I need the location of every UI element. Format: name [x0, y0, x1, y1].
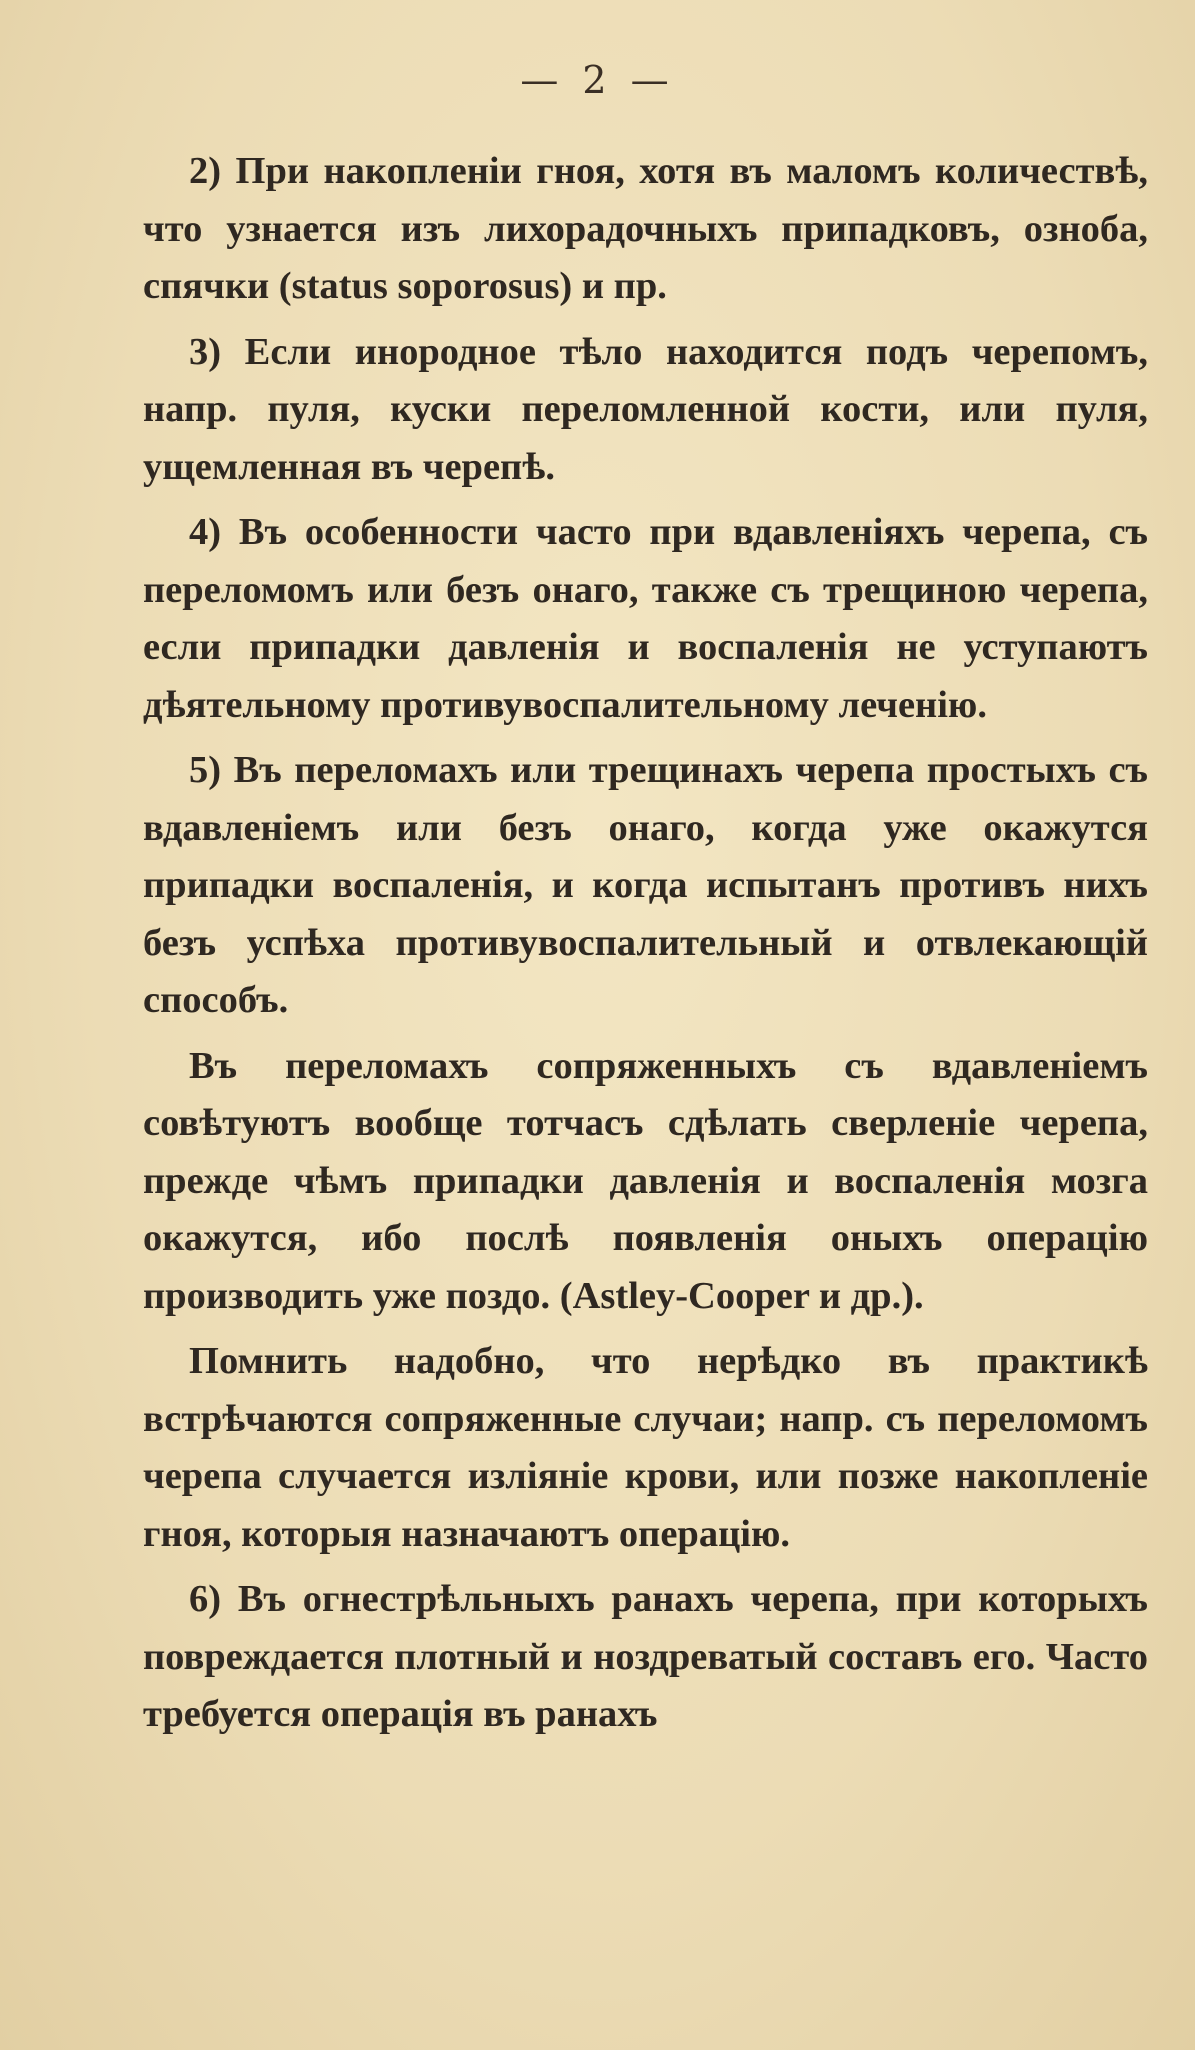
paragraph-5: 5) Въ переломахъ или трещинахъ черепа простыхъ съ вдавленіемъ или безъ онаго, когда уже окажутся припадки воспаленія, и когда испытанъ противъ нихъ безъ успѣха противувоспалительный и отвлекающій способъ. — [143, 749, 1148, 1021]
body-text — [143, 143, 1148, 1744]
paragraph-6: 6) Въ огнестрѣльныхъ ранахъ черепа, при которыхъ повреждается плотный и ноздреватый составъ его. Часто требуется операція въ ранахъ — [143, 1578, 1148, 1735]
paragraph-3: 3) Если инородное тѣло находится подъ черепомъ, напр. пуля, куски переломленной кости, или пуля, ущемленная въ черепѣ. — [143, 330, 1148, 488]
paragraph-combined-cases: Помнить надобно, что нерѣдко въ практикѣ встрѣчаются сопряженные случаи; напр. съ переломомъ черепа случается изліяніе крови, или позже накопленіе гноя, которыя назначаютъ операцію. — [143, 1340, 1148, 1555]
paragraph-4: 4) Въ особенности часто при вдавленіяхъ черепа, съ переломомъ или безъ онаго, также съ трещиною черепа, если припадки давленія и воспаленія не уступаютъ дѣятельному противувоспалительному леченію. — [143, 511, 1148, 726]
page-number: — 2 — — [520, 58, 675, 102]
paragraph-fractures-note: Въ переломахъ сопряженныхъ съ вдавленіемъ совѣтуютъ вообще тотчасъ сдѣлать сверленіе черепа, прежде чѣмъ припадки давленія и воспаленія мозга окажутся, ибо послѣ появленія оныхъ операцію производить уже поздо. (Astley-Cooper и др.). — [143, 1044, 1148, 1317]
paragraph-2: 2) При накопленіи гноя, хотя въ маломъ количествѣ, что узнается изъ лихорадочныхъ припадковъ, озноба, спячки (status soporosus) и пр. — [143, 150, 1148, 307]
